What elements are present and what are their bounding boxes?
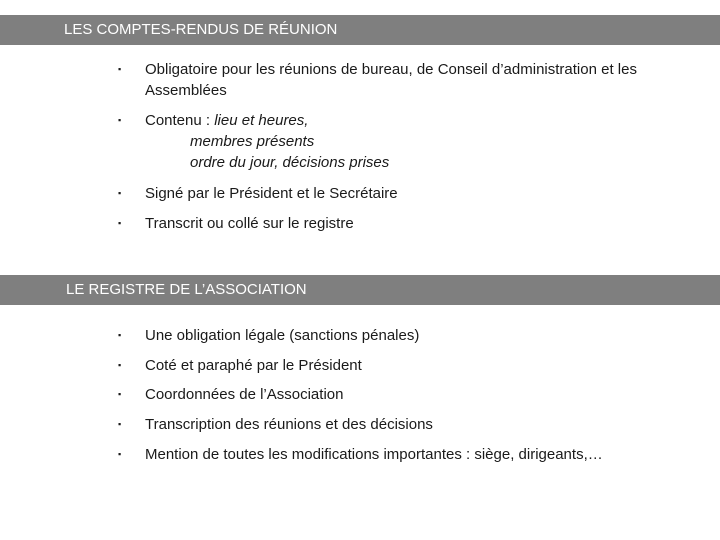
section-header-registre: LE REGISTRE DE L’ASSOCIATION: [0, 275, 720, 305]
list-item: [118, 444, 700, 465]
bullet-icon: ▪: [118, 218, 122, 228]
item-text: Obligatoire pour les réunions de bureau, de Conseil d’administration et les Assemblées: [145, 61, 637, 99]
list-item: [118, 355, 700, 376]
bullet-icon: ▪: [118, 449, 122, 459]
list-item: [118, 110, 700, 173]
item-text: Transcrit ou collé sur le registre: [145, 215, 354, 232]
list-item: [118, 183, 700, 204]
item-detail: membres présents: [190, 133, 315, 150]
item-label: Contenu :: [145, 112, 215, 129]
bullet-icon: ▪: [118, 389, 122, 399]
list-item: [118, 384, 700, 405]
bullet-icon: ▪: [118, 115, 122, 125]
bullet-icon: ▪: [118, 330, 122, 340]
bullet-icon: ▪: [118, 419, 122, 429]
bullet-icon: ▪: [118, 64, 122, 74]
item-text: Signé par le Président et le Secrétaire: [145, 185, 398, 202]
item-text: Transcription des réunions et des décisions: [145, 416, 433, 433]
item-contenu: [118, 110, 700, 131]
item-detail: ordre du jour, décisions prises: [190, 154, 390, 171]
item-text: Coté et paraphé par le Président: [145, 357, 362, 374]
bullet-icon: ▪: [118, 188, 122, 198]
item-text: Coordonnées de l’Association: [145, 386, 344, 403]
section-header-comptes-rendus: LES COMPTES-RENDUS DE RÉUNION: [0, 15, 720, 45]
item-text: Une obligation légale (sanctions pénales): [145, 327, 420, 344]
bullet-icon: ▪: [118, 360, 122, 370]
list-item: [118, 414, 700, 435]
list-item: [118, 325, 700, 346]
item-text: Mention de toutes les modifications importantes : siège, dirigeants,…: [145, 446, 603, 463]
item-detail: lieu et heures,: [214, 112, 309, 129]
list-item: [118, 213, 700, 234]
list-item: [118, 59, 700, 101]
